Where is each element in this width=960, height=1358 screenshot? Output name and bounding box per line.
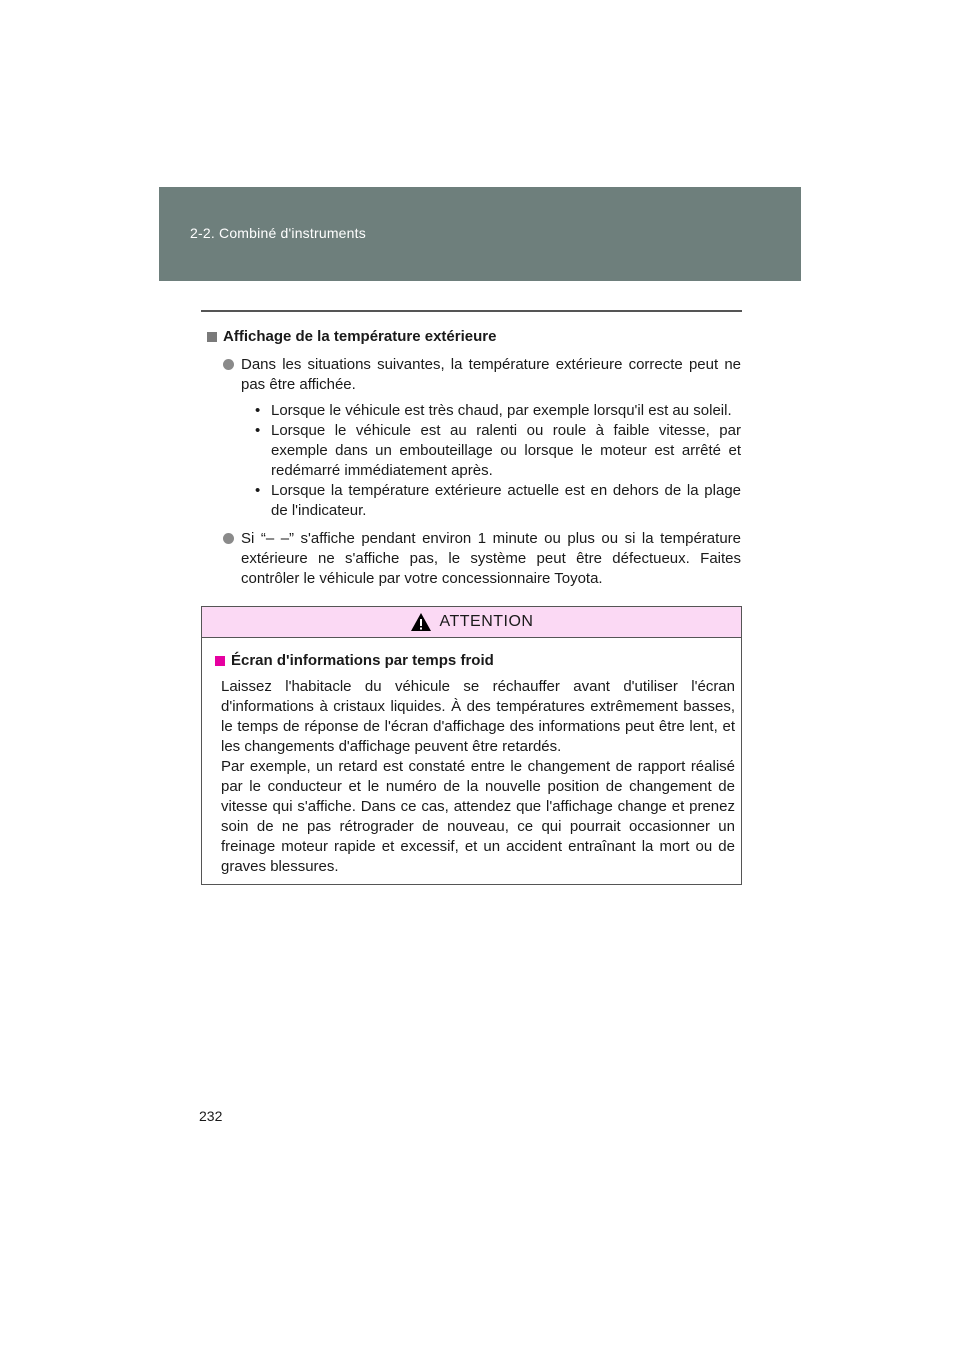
warning-paragraph: Laissez l'habitacle du véhicule se réchauffer avant d'utiliser l'écran d'informations à cristaux liquides. À des températures extrêmement basses, le temps de réponse de l'écran d'affichage des informations peut être lent, et les changements d'affichage peuvent être retardés. [221,678,735,755]
warning-text [215,677,735,877]
bullet-icon: • [255,422,261,439]
bullet-icon: • [255,482,261,499]
square-bullet-icon [207,332,217,342]
warning-header [202,607,741,638]
list-item [207,529,741,589]
square-bullet-icon [215,656,225,666]
warning-heading-text: Écran d'informations par temps froid [231,652,494,669]
sub-list-item [233,401,741,421]
circle-bullet-icon [223,533,234,544]
sub-item-text: Lorsque le véhicule est au ralenti ou roule à faible vitesse, par exemple dans un embouteillage ou lorsque le moteur est arrêté et redémarré immédiatement après. [271,422,741,479]
warning-box [201,606,742,885]
section-heading [207,327,741,347]
sub-list-item [233,421,741,481]
warning-heading [215,651,735,671]
bullet-icon: • [255,402,261,419]
circle-bullet-icon [223,359,234,370]
sub-item-text: Lorsque le véhicule est très chaud, par exemple lorsqu'il est au soleil. [271,402,732,419]
sub-item-text: Lorsque la température extérieure actuelle est en dehors de la plage de l'indicateur. [271,482,741,519]
section-breadcrumb: 2-2. Combiné d'instruments [190,225,366,241]
sub-list-item [233,481,741,521]
warning-body [202,638,741,877]
section-title: Affichage de la température extérieure [223,328,497,345]
page-number: 232 [199,1108,223,1124]
warning-paragraph: Par exemple, un retard est constaté entre le changement de rapport réalisé par le conducteur et le numéro de la nouvelle position de changement de vitesse qui s'affiche. Dans ce cas, attendez que l'affichage change et prenez soin de ne pas rétrograder de nouveau, ce qui pourrait occasionner un freinage moteur rapide et excessif, et un accident entraînant la mort ou de graves blessures. [221,758,735,875]
divider-rule [201,310,742,312]
item-text: Dans les situations suivantes, la température extérieure correcte peut ne pas être affichée. [241,356,741,393]
item-text: Si “– –” s'affiche pendant environ 1 minute ou plus ou si la température extérieure ne s'affiche pas, le système peut être défectueux. Faites contrôler le véhicule par votre concessionnaire Toyota. [241,530,741,587]
list-item [207,355,741,395]
main-content [207,327,741,595]
warning-label: ATTENTION [439,613,534,630]
warning-triangle-icon [410,612,432,632]
header-band [159,187,801,281]
sub-list [207,401,741,521]
